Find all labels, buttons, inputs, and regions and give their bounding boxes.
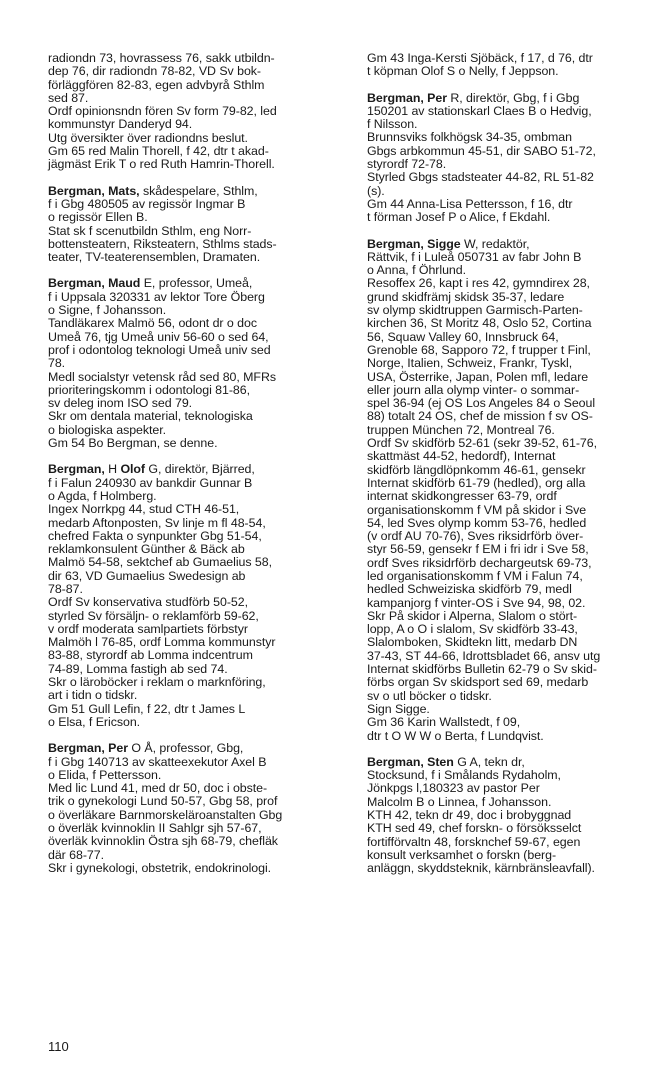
entry-line: t köpman Olof S o Nelly, f Jeppson. (367, 64, 559, 79)
entry-line: dir 63, VD Gumaelius Swedesign ab (48, 568, 246, 583)
page-number: 110 (48, 1039, 69, 1054)
entry-line: dtr t O W W o Berta, f Lundqvist. (367, 728, 544, 743)
entry-line: Styrled Gbgs stadsteater 44-82, RL 51-82 (367, 170, 594, 185)
entry-line: Utg översikter över radiondns beslut. (48, 130, 248, 145)
entry-line: grund skidfrämj skidsk 35-37, ledare (367, 289, 565, 304)
entry-line: v ordf moderata samlpartiets förbstyr (48, 621, 248, 636)
entry-heading: Bergman, Sigge (367, 236, 461, 251)
entry-line: ordf Sves riksidrförb dechargeutsk 69-73, (367, 555, 592, 570)
entry-per-o (48, 742, 348, 875)
entry-line: Slalomboken, Skidtekn litt, medarb DN (367, 635, 578, 650)
entry-heading: Bergman, Per (367, 90, 447, 105)
entry-maud (48, 277, 348, 450)
entry-line: f Nilsson. (367, 117, 418, 132)
entry-line: KTH 42, tekn dr 49, doc i brobyggnad (367, 808, 572, 823)
entry-line: förbs organ Sv skidsport sed 69, medarb (367, 675, 589, 690)
entry-line: prof i odontolog teknologi Umeå univ sed (48, 342, 271, 357)
entry-heading-rest: O Å, professor, Gbg, (127, 741, 244, 756)
entry-line: o överläkare Barnmorskeläroanstalten Gbg (48, 807, 283, 822)
entry-line: reklamkonsulent Günther & Bäck ab (48, 542, 245, 557)
entry-heading: Bergman, Sten (367, 754, 454, 769)
entry-line: trik o gynekologi Lund 50-57, Gbg 58, prof (48, 794, 278, 809)
entry-line: skattmäst 44-52, hedordf), Internat (367, 449, 556, 464)
entry-heading-rest: skådespelare, Sthlm, (139, 183, 258, 198)
entry-line: 88) totalt 24 OS, chef de mission f sv OS- (367, 409, 593, 424)
entry-line: 74-89, Lomma fastigh ab sed 74. (48, 661, 228, 676)
entry-per-r (367, 92, 664, 225)
entry-line: f i Gbg 480505 av regissör Ingmar B (48, 196, 246, 211)
entry-cont2 (367, 52, 664, 79)
entry-mats (48, 185, 348, 265)
entry-line: konsult verksamhet o forskn (berg- (367, 847, 557, 862)
entry-line: radiondn 73, hovrassess 76, sakk utbildn- (48, 51, 275, 65)
entry-line: 37-43, ST 44-66, Idrottsbladet 66, ansv utg (367, 648, 601, 663)
entry-line: prioriteringskomm i odontologi 81-86, (48, 382, 251, 397)
entry-line: 78. (48, 356, 66, 371)
entry-line: Skr o läroböcker i reklam o marknföring, (48, 675, 266, 690)
entry-line: Brunnsviks folkhögsk 34-35, ombman (367, 130, 572, 145)
entry-heading: Bergman, Mats, (48, 183, 140, 198)
entry-line: Gm 65 red Malin Thorell, f 42, dtr t akad- (48, 144, 269, 159)
entry-line: 78-87. (48, 581, 83, 596)
entry-line: USA, Österrike, Japan, Polen mfl, ledare (367, 369, 589, 384)
entry-line (367, 238, 664, 251)
entry-line: eller journ alla olymp vinter- o sommar- (367, 382, 580, 397)
entry-line: organisationskomm f VM på skidor i Sve (367, 502, 587, 517)
entry-heading-name: Olof (120, 462, 146, 477)
entry-line: truppen München 72, Montreal 76. (367, 422, 555, 437)
entry-sten (367, 756, 664, 876)
right-column (367, 52, 664, 889)
entry-line: hedled Schweiziska skidförb 79, medl (367, 582, 572, 597)
entry-line: Stocksund, f i Smålands Rydaholm, (367, 768, 561, 783)
entry-line: fortifförvaltn 48, forsknchef 59-67, egen (367, 834, 581, 849)
entry-line: kampanjorg f vinter-OS i Sve 94, 98, 02. (367, 595, 586, 610)
entry-line: f i Falun 240930 av bankdir Gunnar B (48, 475, 253, 490)
entry-line (48, 185, 348, 198)
entry-line: anläggn, skyddsteknik, kärnbränsleavfall). (367, 861, 595, 876)
entry-line: Gm 51 Gull Lefin, f 22, dtr t James L (48, 701, 246, 716)
entry-heading: Bergman, (48, 462, 105, 477)
entry-line: Umeå 76, tjg Umeå univ 56-60 o sed 64, (48, 329, 269, 344)
entry-heading-rest: G, direktör, Bjärred, (145, 462, 255, 477)
entry-line: Malmö 54-58, sektchef ab Gumaelius 58, (48, 555, 272, 570)
entry-line: Gm 36 Karin Wallstedt, f 09, (367, 715, 521, 730)
entry-line (48, 277, 348, 290)
entry-line: Sign Sigge. (367, 701, 430, 716)
entry-line: o Agda, f Holmberg. (48, 488, 157, 503)
entry-line: Rättvik, f i Luleå 050731 av fabr John B (367, 249, 582, 264)
entry-line: förläggfören 82-83, egen advbyrå Sthlm (48, 77, 265, 92)
entry-line: Medl socialstyr vetensk råd sed 80, MFRs (48, 369, 276, 384)
entry-line: f i Uppsala 320331 av lektor Tore Öberg (48, 289, 265, 304)
entry-line: sv o utl böcker o tidskr. (367, 688, 492, 703)
entry-heading-rest: R, direktör, Gbg, f i Gbg (446, 90, 580, 105)
entry-line: Tandläkarex Malmö 56, odont dr o doc (48, 316, 257, 331)
entry-line: överläk kvinnoklin Östra sjh 68-79, chefläk (48, 834, 278, 849)
entry-line: styrordf 72-78. (367, 157, 447, 172)
entry-line: Grenoble 68, Sapporo 72, f trupper t Finl, (367, 342, 591, 357)
entry-line: Stat sk f scenutbildn Sthlm, eng Norr- (48, 223, 252, 238)
entry-line: Internat skidförbs Bulletin 62-79 o Sv skid- (367, 662, 597, 677)
entry-line: t förman Josef P o Alice, f Ekdahl. (367, 210, 551, 225)
entry-line: Internat skidförb 61-79 (hedled), org alla (367, 475, 586, 490)
entry-line: o överläk kvinnoklin II Sahlgr sjh 57-67, (48, 821, 262, 836)
entry-line: kirchen 36, St Moritz 48, Oslo 52, Cortina (367, 316, 592, 331)
entry-line: Ingex Norrkpg 44, stud CTH 46-51, (48, 502, 240, 517)
entry-line: Skr om dentala material, teknologiska (48, 409, 253, 424)
entry-line: Resoffex 26, kapt i res 42, gymndirex 28, (367, 276, 590, 291)
entry-line: kommunstyr Danderyd 94. (48, 117, 193, 132)
entry-heading-rest: E, professor, Umeå, (140, 276, 253, 291)
entry-line: Gm 43 Inga-Kersti Sjöbäck, f 17, d 76, dtr (367, 51, 593, 65)
entry-line: bottensteatern, Riksteatern, Sthlms stads- (48, 236, 277, 251)
entry-heading: Bergman, Per (48, 741, 128, 756)
entry-line: där 68-77. (48, 847, 104, 862)
entry-line: Gbgs arbkommun 45-51, dir SABO 51-72, (367, 143, 596, 158)
entry-line (48, 463, 348, 476)
entry-line: styrled Sv försäljn- o reklamförb 59-62, (48, 608, 259, 623)
entry-line: o Signe, f Johansson. (48, 303, 167, 318)
entry-line: (v ordf AU 70-76), Sves riksidrförb över- (367, 529, 584, 544)
entry-line: Skr i gynekologi, obstetrik, endokrinologi. (48, 860, 272, 875)
entry-line (48, 742, 348, 755)
entry-line: Ordf opinionsndn fören Sv form 79-82, led (48, 104, 277, 119)
entry-line: sed 87. (48, 90, 89, 105)
entry-line: o Anna, f Öhrlund. (367, 263, 466, 278)
entry-line: f i Gbg 140713 av skatteexekutor Axel B (48, 754, 267, 769)
entry-line: Skr På skidor i Alperna, Slalom o stört- (367, 608, 578, 623)
entry-line: Gm 44 Anna-Lisa Pettersson, f 16, dtr (367, 196, 573, 211)
entry-line: 54, led Sves olymp komm 53-76, hedled (367, 515, 587, 530)
entry-line: skidförb längdlöpnkomm 46-61, gensekr (367, 462, 586, 477)
entry-line: spel 36-94 (ej OS Los Angeles 84 o Seoul (367, 396, 596, 411)
entry-line: 150201 av stationskarl Claes B o Hedvig, (367, 103, 592, 118)
entry-line: (s). (367, 183, 385, 198)
entry-heading: Bergman, Maud (48, 276, 141, 291)
entry-olof (48, 463, 348, 729)
entry-heading-initial: H (104, 462, 121, 477)
entry-line: led organisationskomm f VM i Falun 74, (367, 568, 583, 583)
entry-line: o regissör Ellen B. (48, 210, 148, 225)
entry-line: Ordf Sv konservativa studförb 50-52, (48, 595, 248, 610)
entry-heading-rest: G A, tekn dr, (453, 754, 525, 769)
entry-heading-rest: W, redaktör, (460, 236, 530, 251)
entry-line: Malmöh l 76-85, ordf Lomma kommunstyr (48, 635, 276, 650)
entry-line: dep 76, dir radiondn 78-82, VD Sv bok- (48, 64, 262, 79)
entry-line: Jönkpgs l,180323 av pastor Per (367, 781, 540, 796)
entry-line: styr 56-59, gensekr f EM i fri idr i Sve 58, (367, 542, 589, 557)
entry-line: internat skidkongresser 63-79, ordf (367, 489, 557, 504)
entry-line: teater, TV-teaterensemblen, Dramaten. (48, 250, 261, 265)
entry-line: sv deleg inom ISO sed 79. (48, 396, 193, 411)
entry-line: 56, Squaw Valley 60, Innsbruck 64, (367, 329, 559, 344)
entry-line: Ordf Sv skidförb 52-61 (sekr 39-52, 61-76, (367, 436, 597, 451)
entry-line: Norge, Italien, Schweiz, Frankr, Tyskl, (367, 356, 573, 371)
entry-line: 83-88, styrordf ab Lomma indcentrum (48, 648, 253, 663)
entry-line: KTH sed 49, chef forskn- o försöksselct (367, 821, 582, 836)
entry-line: lopp, A o O i slalom, Sv skidförb 33-43, (367, 622, 578, 637)
entry-line: chefred Fakta o synpunkter Gbg 51-54, (48, 528, 262, 543)
entry-line: o Elida, f Pettersson. (48, 767, 162, 782)
entry-line (367, 756, 664, 769)
entry-line: jägmäst Erik T o red Ruth Hamrin-Thorell. (48, 157, 275, 172)
entry-line: art i tidn o tidskr. (48, 688, 138, 703)
entry-line: Med lic Lund 41, med dr 50, doc i obste- (48, 781, 268, 796)
entry-line: o biologiska aspekter. (48, 422, 167, 437)
entry-line: o Elsa, f Ericson. (48, 714, 141, 729)
entry-line: Malcolm B o Linnea, f Johansson. (367, 794, 552, 809)
entry-line (367, 92, 664, 105)
entry-cont (48, 52, 348, 172)
entry-line: sv olymp skidtruppen Garmisch-Parten- (367, 303, 583, 318)
entry-sigge (367, 238, 664, 743)
left-column (48, 52, 348, 888)
entry-line: Gm 54 Bo Bergman, se denne. (48, 436, 218, 451)
entry-line: medarb Aftonposten, Sv linje m fl 48-54, (48, 515, 266, 530)
